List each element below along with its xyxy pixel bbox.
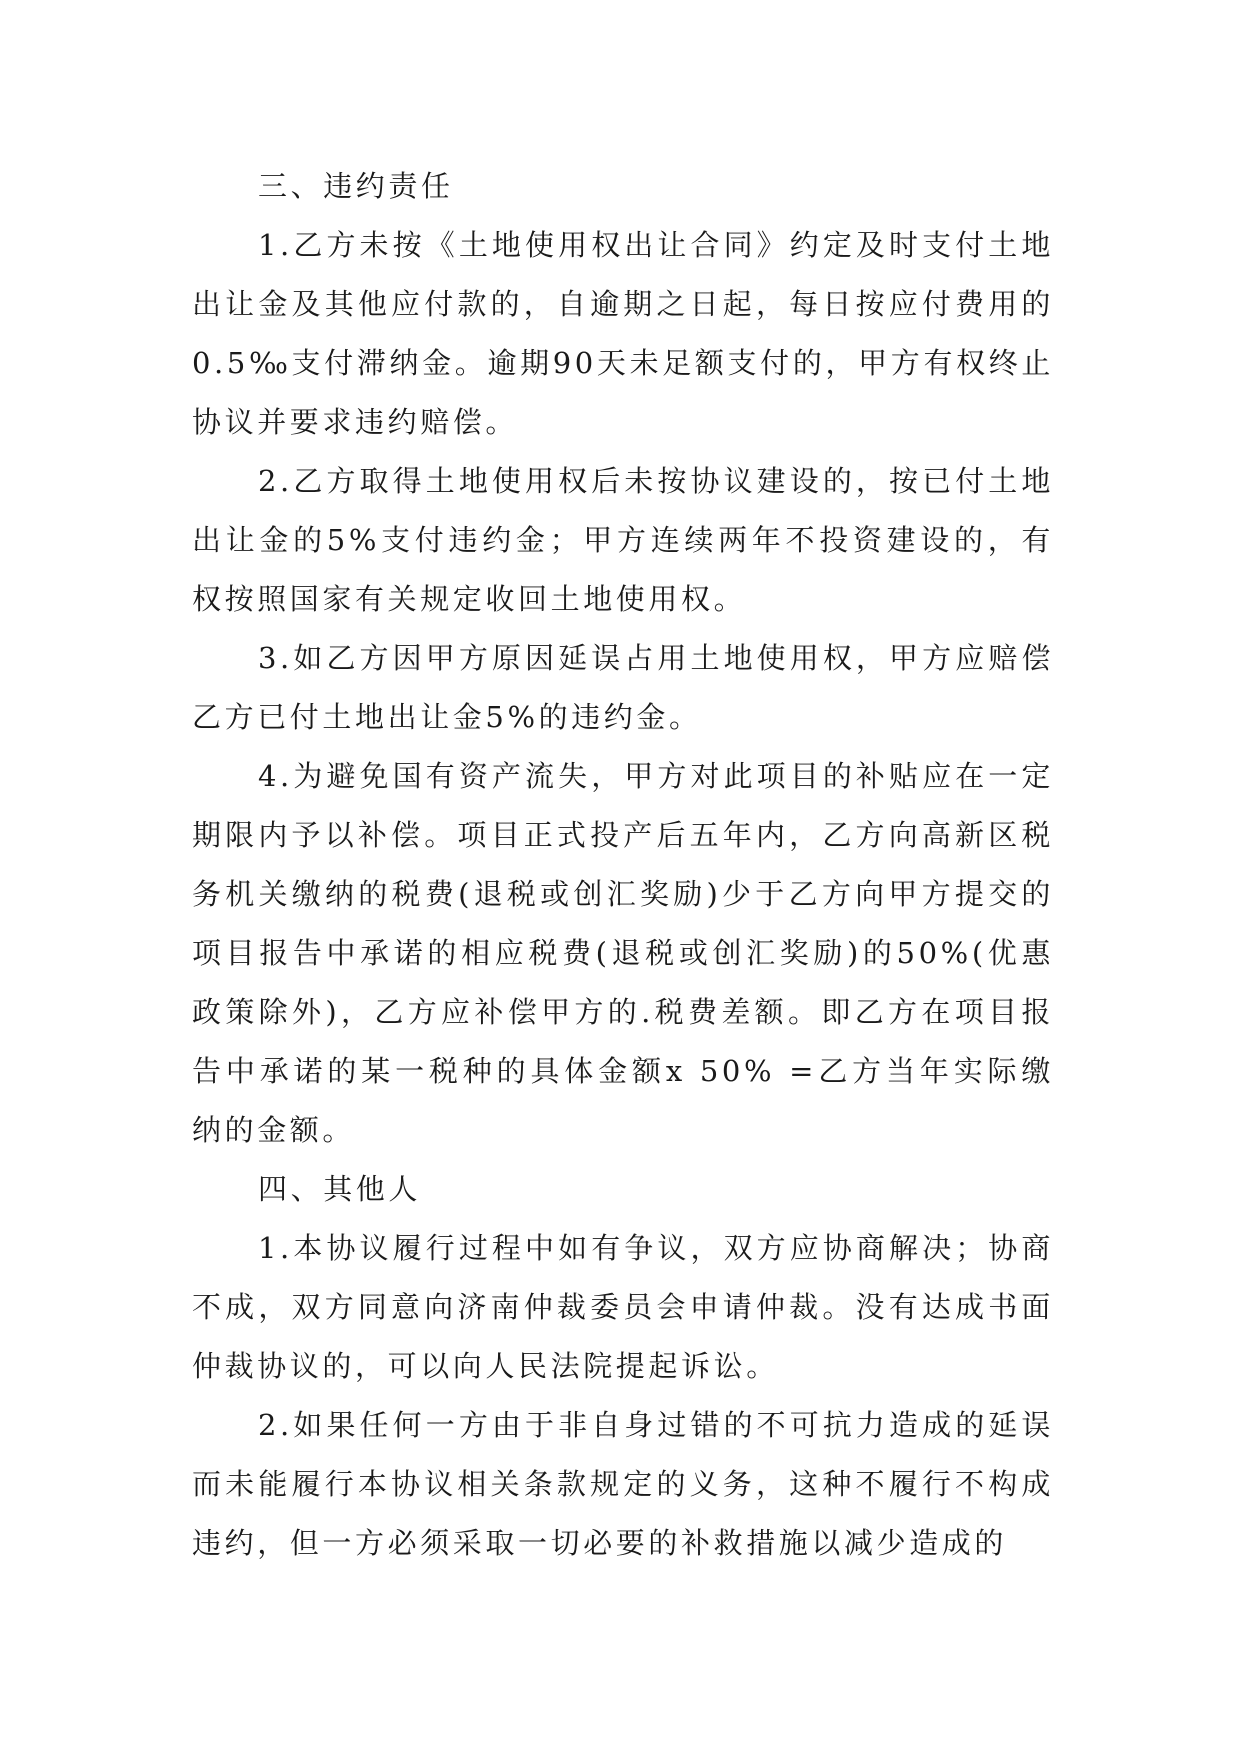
document-body xyxy=(192,157,1054,1573)
section-heading-others: 四、其他人 xyxy=(258,1172,422,1206)
clause-breach-4: 4.为避免国有资产流失，甲方对此项目的补贴应在一定期限内予以补偿。项目正式投产后五年内，乙方向高新区税务机关缴纳的税费(退税或创汇奖励)少于乙方向甲方提交的项目报告中承诺的相应税费(退税或创汇奖励)的50%(优惠政策除外)，乙方应补偿甲方的.税费差额。即乙方在项目报告中承诺的某一税种的具体金额x 50% =乙方当年实际缴纳的金额。 xyxy=(192,759,1054,1147)
clause-breach-1: 1.乙方未按《土地使用权出让合同》约定及时支付土地出让金及其他应付款的，自逾期之日起，每日按应付费用的0.5‰支付滞纳金。逾期90天未足额支付的，甲方有权终止协议并要求违约赔偿。 xyxy=(192,228,1054,439)
clause-breach-2: 2.乙方取得土地使用权后未按协议建设的，按已付土地出让金的5%支付违约金；甲方连续两年不投资建设的，有权按照国家有关规定收回土地使用权。 xyxy=(192,464,1054,616)
section-heading-breach-liability: 三、违约责任 xyxy=(258,169,454,203)
clause-others-1: 1.本协议履行过程中如有争议，双方应协商解决；协商不成，双方同意向济南仲裁委员会申请仲裁。没有达成书面仲裁协议的，可以向人民法院提起诉讼。 xyxy=(192,1231,1054,1383)
clause-others-2: 2.如果任何一方由于非自身过错的不可抗力造成的延误而未能履行本协议相关条款规定的义务，这种不履行不构成违约，但一方必须采取一切必要的补救措施以减少造成的 xyxy=(192,1408,1054,1560)
clause-breach-3: 3.如乙方因甲方原因延误占用土地使用权，甲方应赔偿乙方已付土地出让金5%的违约金。 xyxy=(192,641,1054,734)
